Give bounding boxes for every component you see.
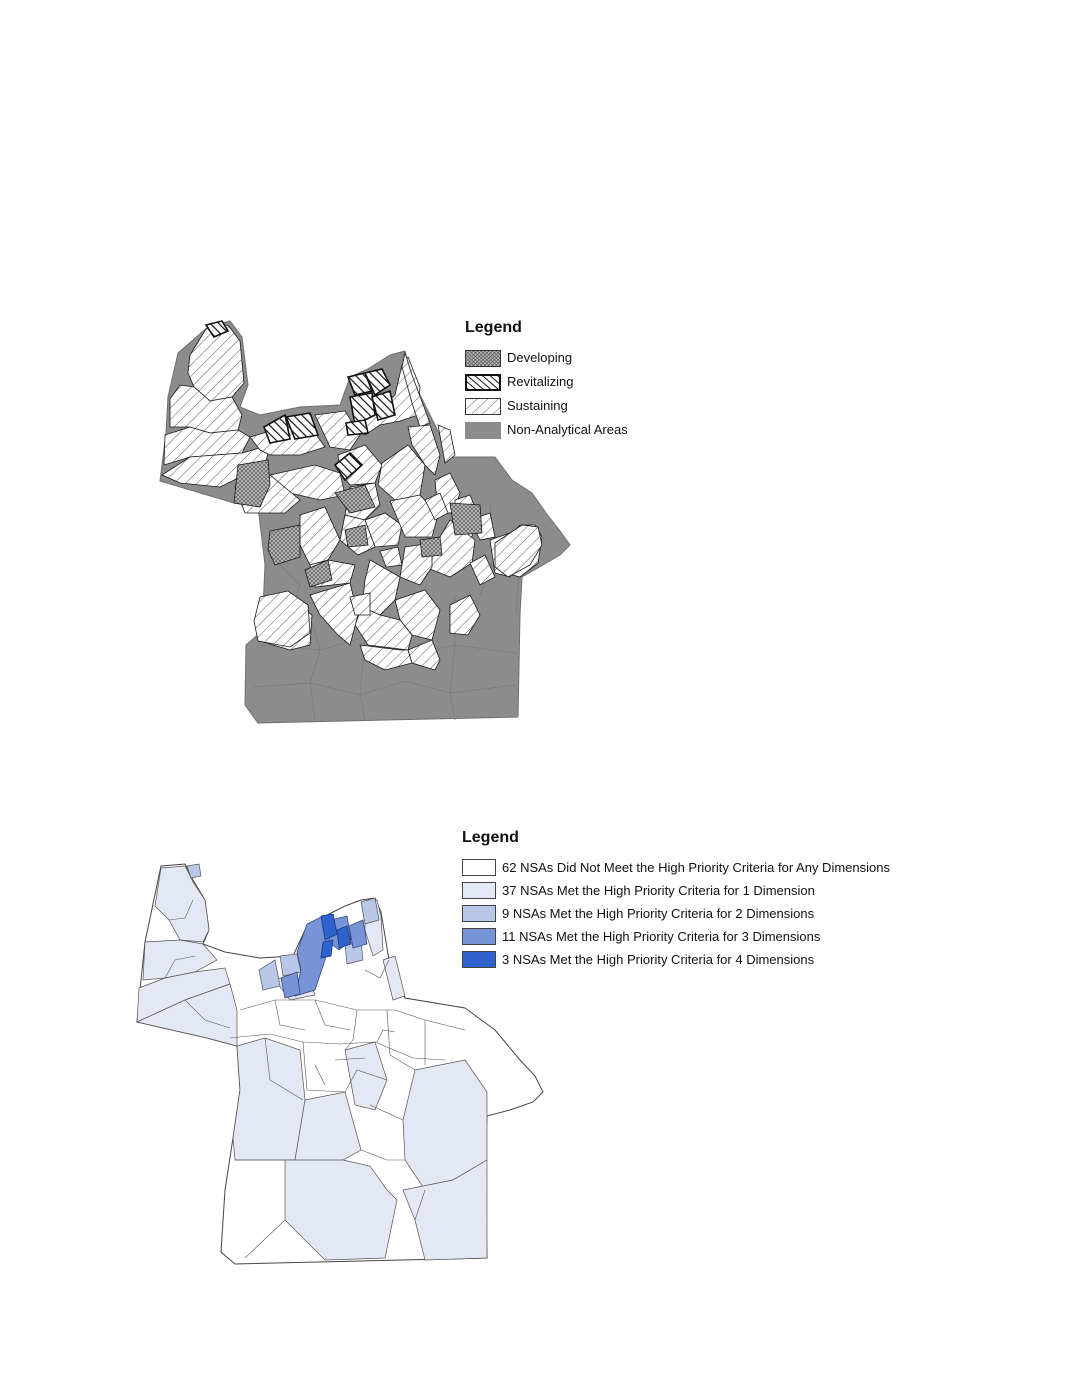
legend-item-3-dimensions — [462, 925, 890, 948]
legend-item-revitalizing — [465, 370, 628, 394]
solid-gray-swatch — [465, 422, 501, 439]
legend-label: 9 NSAs Met the High Priority Criteria for 2 Dimensions — [502, 905, 815, 921]
legend-item-4-dimensions — [462, 948, 890, 971]
heavy-diagonal-swatch — [465, 374, 501, 391]
legend-label: Developing — [507, 350, 573, 365]
legend-item-developing — [465, 346, 628, 370]
legend-label: 11 NSAs Met the High Priority Criteria for 3 Dimensions — [502, 928, 821, 944]
legend-label: 62 NSAs Did Not Meet the High Priority Criteria for Any Dimensions — [502, 859, 890, 875]
legend-label: Sustaining — [507, 398, 568, 413]
color-swatch — [462, 928, 496, 945]
legend-item-sustaining — [465, 394, 628, 418]
color-swatch — [462, 859, 496, 876]
legend-label: 37 NSAs Met the High Priority Criteria for 1 Dimension — [502, 882, 815, 898]
legend-title: Legend — [465, 319, 522, 336]
legend-item-2-dimensions — [462, 902, 890, 925]
color-swatch — [462, 905, 496, 922]
color-swatch — [462, 882, 496, 899]
legend-item-non-analytical — [465, 418, 628, 442]
legend-item-1-dimension — [462, 879, 890, 902]
legend-item-0-dimensions — [462, 856, 890, 879]
map-legend-bottom — [462, 828, 890, 971]
legend-title: Legend — [462, 829, 519, 846]
crosshatch-swatch — [465, 350, 501, 367]
legend-label: Revitalizing — [507, 374, 574, 389]
legend-label: Non-Analytical Areas — [507, 422, 628, 437]
map-legend-top — [465, 318, 628, 442]
light-diagonal-swatch — [465, 398, 501, 415]
color-swatch — [462, 951, 496, 968]
legend-label: 3 NSAs Met the High Priority Criteria for 4 Dimensions — [502, 951, 815, 967]
